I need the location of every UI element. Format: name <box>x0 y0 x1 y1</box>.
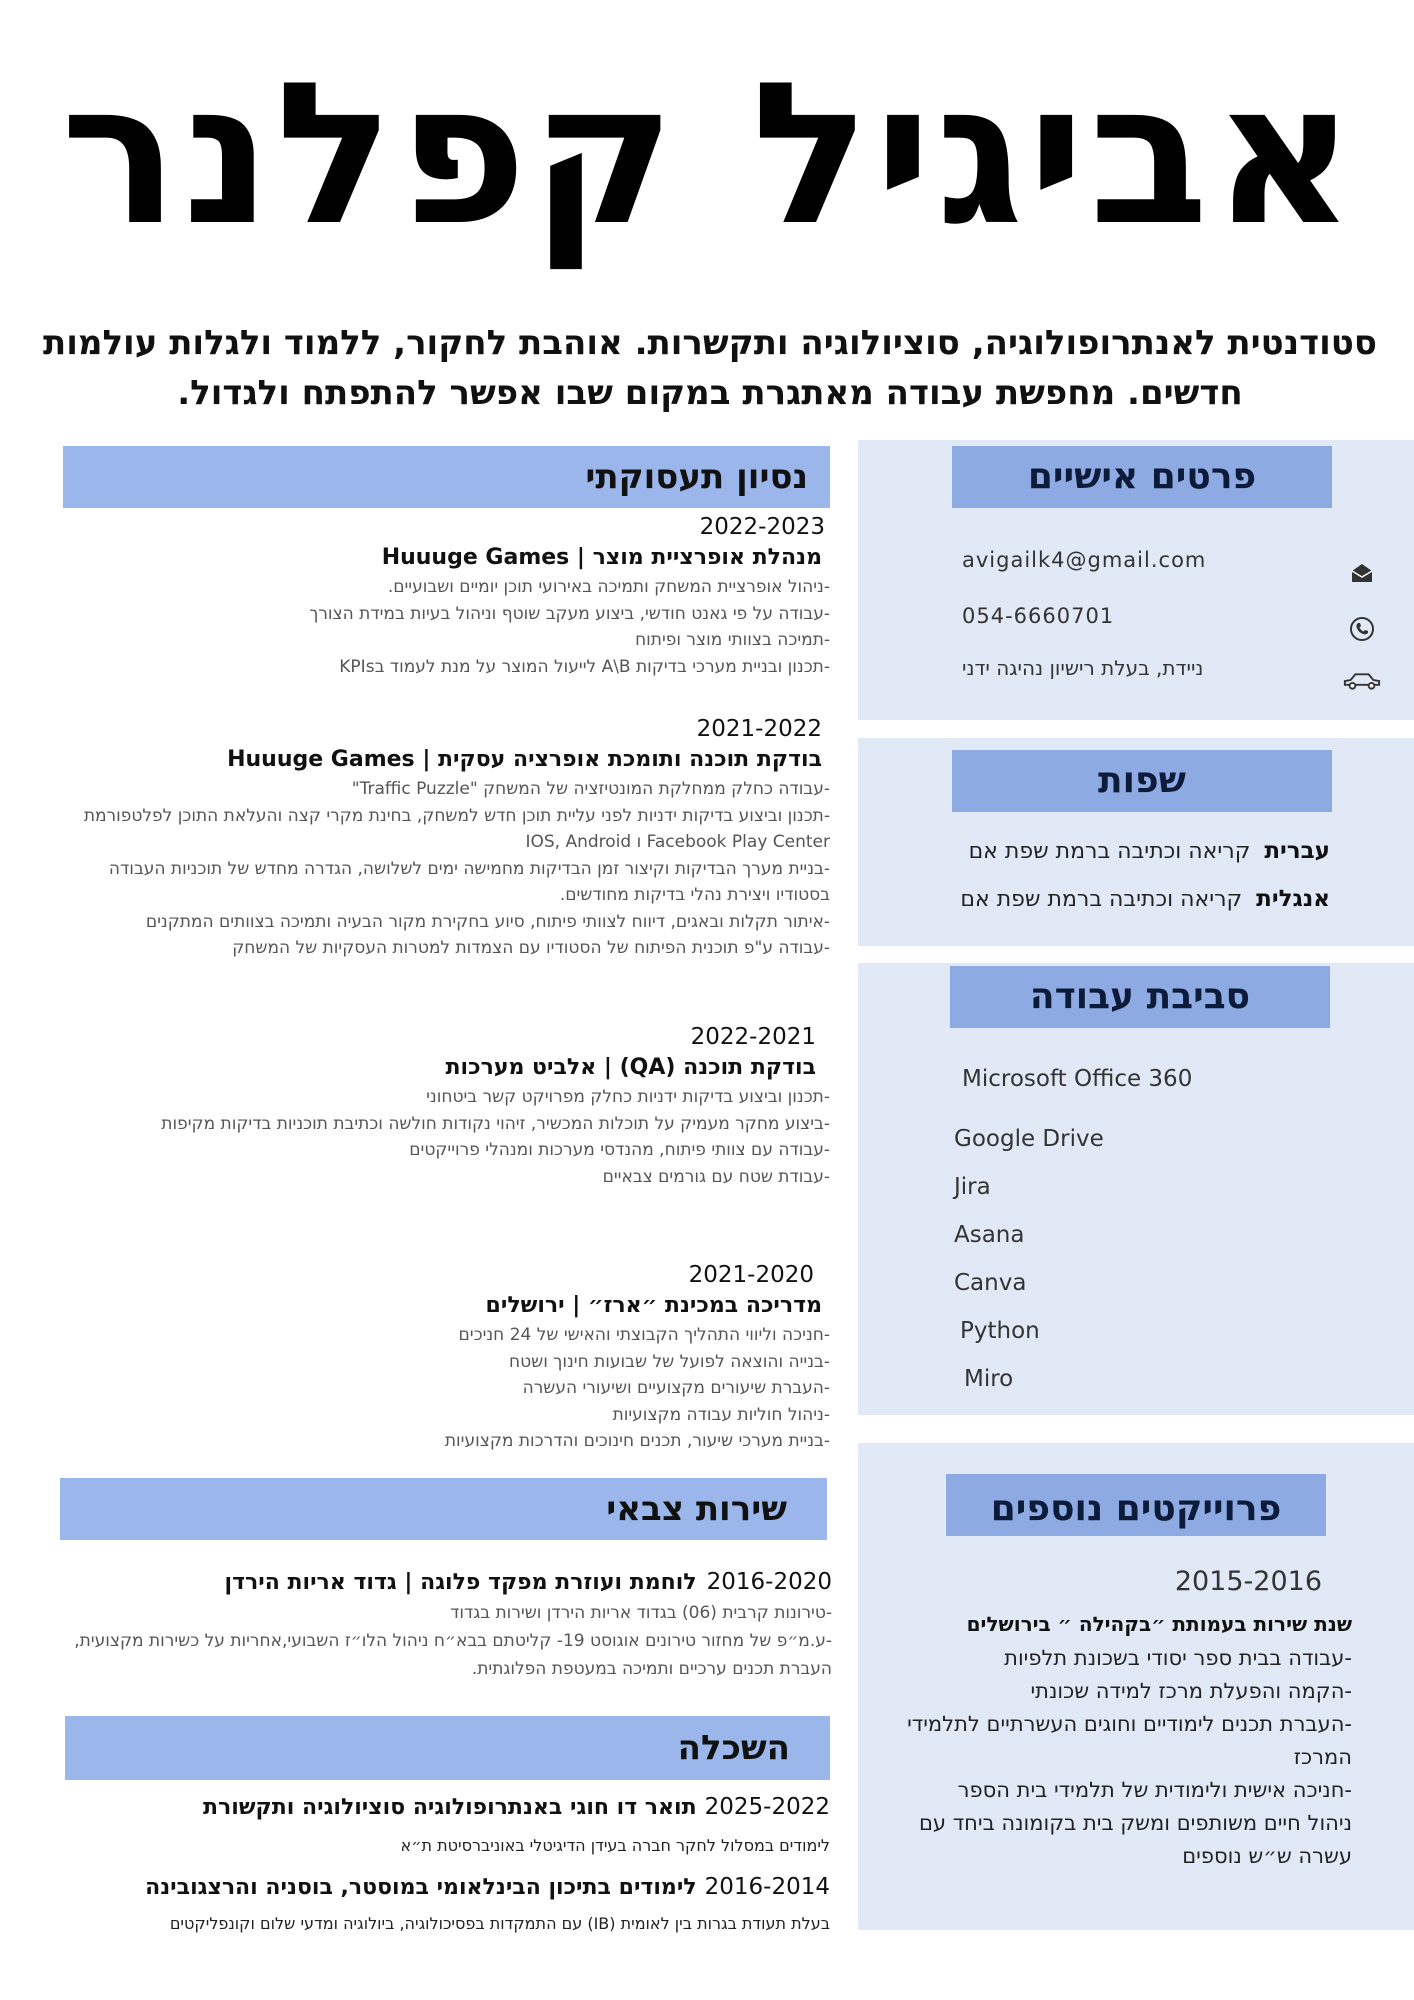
bullet: -איתור תקלות ובאגים, דיווח לצוותי פיתוח, סיוע בחקירת מקור הבעיה ותמיכה בצוותים המתקנים <box>145 911 830 932</box>
education-entry <box>60 1790 830 1859</box>
job-title: מנהלת אופרציית מוצר | Huuuge Games <box>381 545 822 570</box>
personal-heading: פרטים אישיים <box>952 446 1332 508</box>
education-detail: בעלת תעודת בגרות בין לאומית (IB) עם התמקדות בפסיכולוגיה, ביולוגיה ומדעי שלום וקונפליקטים <box>169 1914 830 1933</box>
bullet: -הקמה והפעלת מרכז למידה שכונתי <box>1030 1679 1352 1703</box>
education-entry <box>40 1870 830 1937</box>
bullet: -ניהול אופרציית המשחק ותמיכה באירועי תוכן יומיים ושבועיים. <box>387 577 830 597</box>
bullet: -עבודת שטח עם גורמים צבאיים <box>602 1166 830 1187</box>
tool-item: Canva <box>954 1270 1027 1296</box>
bullet: -תכנון וביצוע בדיקות ידניות לפני עליית תוכן חדש למשחק, בחינת מקרי קצה והעלאת התוכן לפלטפורמת Facebook Play Center ו IOS, Android <box>83 805 830 852</box>
job-date: 2022-2023 <box>699 514 825 540</box>
job-title: בודקת תוכנה ותומכת אופרציה עסקית | Huuuge Games <box>227 747 822 772</box>
mobility-row <box>962 648 1382 688</box>
job-bullets <box>50 1322 830 1455</box>
education-title-line <box>60 1790 830 1825</box>
bullet: -עבודה עם צוותי פיתוח, מהנדסי מערכות ומנהלי פרוייקטים <box>409 1140 830 1160</box>
military-entry <box>60 1566 832 1683</box>
education-year: 2025-2022 <box>704 1794 830 1820</box>
applicant-name: אביגיל קפלנר <box>60 41 1360 269</box>
education-title: תואר דו חוגי באנתרופולוגיה סוציולוגיה ותקשורת <box>203 1795 697 1820</box>
job-date: 2021-2020 <box>688 1262 814 1288</box>
tools-panel <box>858 963 1414 1415</box>
email-row <box>962 540 1382 580</box>
tool-item: Miro <box>964 1366 1014 1392</box>
bullet: -תכנון וביצוע בדיקות ידניות כחלק מפרויקט קשר ביטחוני <box>426 1087 830 1107</box>
job-bullets <box>50 1084 830 1190</box>
project-year: 2015-2016 <box>1174 1566 1322 1597</box>
mobility-text: ניידת, בעלת רישיון נהיגה ידני <box>962 656 1204 680</box>
education-heading: השכלה <box>65 1716 830 1780</box>
phone-row <box>962 596 1382 636</box>
language-level: קריאה וכתיבה ברמת שפת אם <box>968 839 1251 864</box>
envelope-icon <box>1342 558 1382 588</box>
bullet: -ע.מ״פ של מחזור טירונים אוגוסט 19- קליטתם בבא״ח ניהול הלו״ז השבועי,אחריות על כשירות מקצועית, העברת תכנים ערכיים ותמיכה במעטפת הפלוגתית. <box>74 1631 832 1679</box>
bullet: -ביצוע מחקר מעמיק על תוכלות המכשיר, זיהוי נקודות חולשה וכתיבת תוכניות בדיקות מקיפות <box>161 1113 830 1134</box>
job-date: 2021-2022 <box>696 716 822 742</box>
phone-text[interactable]: 054-6660701 <box>962 604 1115 628</box>
military-title-line <box>60 1566 832 1599</box>
car-icon <box>1342 666 1382 696</box>
summary-text: סטודנטית לאנתרופולוגיה, סוציולוגיה ותקשרות. אוהבת לחקור, ללמוד ולגלות עולמות חדשים. מחפשת עבודה מאתגרת במקום שבו אפשר להתפתח ולגדול. <box>42 323 1378 413</box>
language-item <box>890 838 1330 864</box>
education-title: לימודים בתיכון הבינלאומי במוסטר, בוסניה והרצגובינה <box>145 1875 697 1900</box>
job-entry <box>50 714 830 962</box>
bullet: -עבודה על פי גאנט חודשי, ביצוע מעקב שוטף וניהול בעיות במידת הצורך <box>309 603 830 624</box>
military-bullets <box>60 1599 832 1683</box>
military-year: 2016-2020 <box>706 1569 832 1595</box>
bullet: ניהול חיים משותפים ומשק בית בקומונה ביחד עם עשרה ש״ש נוספים <box>918 1811 1352 1868</box>
military-heading: שירות צבאי <box>60 1478 827 1540</box>
job-bullets <box>50 574 830 680</box>
bullet: -בניית מערכי שיעור, תכנים חינוכים והדרכות מקצועיות <box>444 1431 830 1451</box>
job-title: מדריכה במכינת ״ארז״ | ירושלים <box>485 1293 822 1318</box>
tool-item: Google Drive <box>954 1126 1104 1152</box>
phone-icon <box>1342 614 1382 644</box>
language-name: עברית <box>1264 838 1330 864</box>
education-year: 2016-2014 <box>704 1874 830 1900</box>
language-item <box>890 886 1330 912</box>
job-entry <box>50 1260 830 1455</box>
bullet: -העברת שיעורים מקצועיים ושיעורי העשרה <box>522 1378 830 1398</box>
bullet: -עבודה בבית ספר יסודי בשכונת תלפיות <box>1004 1646 1352 1670</box>
tools-heading: סביבת עבודה <box>950 966 1330 1028</box>
language-level: קריאה וכתיבה ברמת שפת אם <box>960 887 1243 912</box>
bullet: -תכנון ובניית מערכי בדיקות A\B לייעול המוצר על מנת לעמוד בKPIs <box>339 656 830 677</box>
languages-heading: שפות <box>952 750 1332 812</box>
bullet: -תמיכה בצוותי מוצר ופיתוח <box>635 630 830 650</box>
job-entry <box>50 1022 830 1190</box>
bullet: -בנייה והוצאה לפועל של שבועות חינוך ושטח <box>509 1351 830 1372</box>
projects-heading: פרוייקטים נוספים <box>946 1474 1326 1536</box>
experience-heading: נסיון תעסוקתי <box>63 446 830 508</box>
email-text[interactable]: avigailk4@gmail.com <box>962 548 1207 572</box>
job-title: בודקת תוכנה (QA) | אלביט מערכות <box>445 1055 816 1080</box>
tool-item: Asana <box>954 1222 1025 1248</box>
project-block <box>872 1562 1372 1873</box>
bullet: -בניית מערך הבדיקות וקיצור זמן הבדיקות מחמישה ימים לשלושה, הגדרה מחדש של תוכניות העבודה בסטודיו ויצירת נהלי בדיקות מחודשים. <box>108 858 830 905</box>
job-entry <box>50 512 830 680</box>
language-name: אנגלית <box>1256 886 1330 912</box>
tool-item: Microsoft Office 360 <box>962 1066 1193 1092</box>
bullet: -טירונות קרבית (06) בגדוד אריות הירדן ושירות בגדוד <box>450 1603 832 1623</box>
bullet: -חניכה וליווי התהליך הקבוצתי והאישי של 24 חניכים <box>458 1325 830 1345</box>
military-title: לוחמת ועוזרת מפקד פלוגה | גדוד אריות הירדן <box>224 1570 697 1595</box>
project-title: שנת שירות בעמותת ״בקהילה ״ בירושלים <box>966 1612 1352 1636</box>
bullet: -חניכה אישית ולימודית של תלמידי בית הספר <box>957 1778 1352 1802</box>
tool-item: Python <box>960 1318 1040 1344</box>
bullet: -העברת תכנים לימודיים וחוגים העשרתיים לתלמידי המרכז <box>907 1712 1352 1769</box>
tool-item: Jira <box>954 1174 991 1200</box>
job-bullets <box>50 776 830 962</box>
job-date: 2022-2021 <box>690 1024 816 1050</box>
project-bullets <box>872 1642 1372 1873</box>
education-title-line <box>40 1870 830 1905</box>
bullet: -עבודה כחלק ממחלקת המונטיזציה של המשחק "Traffic Puzzle" <box>351 779 830 799</box>
education-detail: לימודים במסלול לחקר חברה בעידן הדיגיטלי באוניברסיטת ת״א <box>400 1836 830 1855</box>
bullet: -עבודה ע"פ תוכנית הפיתוח של הסטודיו עם הצמדות למטרות העסקיות של המשחק <box>232 938 830 958</box>
bullet: -ניהול חוליות עבודה מקצועיות <box>612 1404 830 1425</box>
